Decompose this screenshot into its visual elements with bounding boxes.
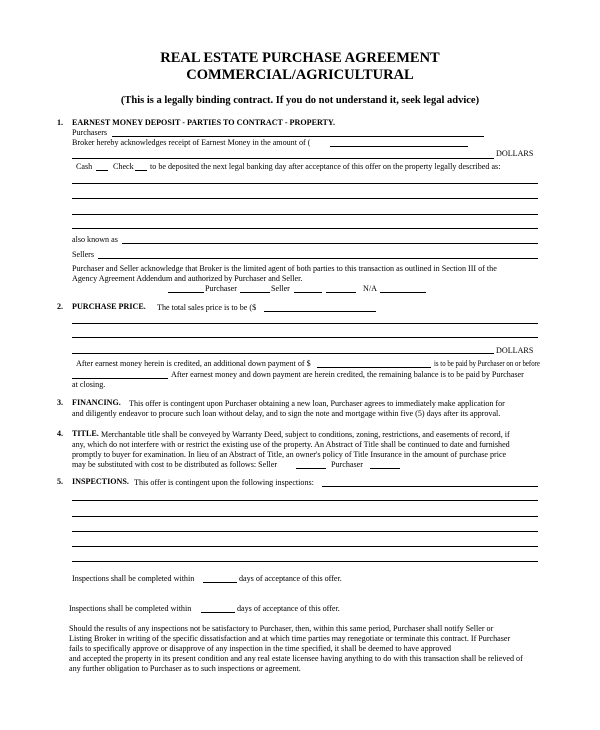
title-text-line4: may be substituted with cost to be distributed as follows: Seller xyxy=(72,460,278,469)
section-heading: INSPECTIONS. xyxy=(72,477,129,486)
at-closing-text: at closing. xyxy=(72,380,106,389)
section-number: 4. xyxy=(57,429,64,438)
initials-seller-label: Seller xyxy=(271,284,290,293)
section-number: 5. xyxy=(57,477,64,486)
seller-cost-field[interactable] xyxy=(296,468,326,469)
inspection-results-line1: Should the results of any inspections not be satisfactory to Purchaser, then, within this same period, Purchaser shall notify Seller or xyxy=(69,624,494,633)
title-text-line2: any, which do not interfere with or restrict the existing use of the property. An Abstract of Title shall be continued to date and furnished xyxy=(72,440,510,449)
remaining-balance-text: After earnest money and down payment are herein credited, the remaining balance is to be paid by Purchaser xyxy=(171,370,524,379)
sales-price-line[interactable] xyxy=(72,323,538,324)
purchaser-cost-field[interactable] xyxy=(370,468,400,469)
check-label: Check xyxy=(113,162,134,171)
purchaser-cost-label: Purchaser xyxy=(331,460,363,469)
completed-within-text: Inspections shall be completed within xyxy=(72,574,195,583)
inspections-line[interactable] xyxy=(72,531,538,532)
initials-field[interactable] xyxy=(168,292,204,293)
legal-description-line[interactable] xyxy=(72,228,538,229)
also-known-field[interactable] xyxy=(122,243,538,244)
agency-text-line2: Agency Agreement Addendum and authorized by Purchaser and Seller. xyxy=(72,274,303,283)
down-payment-date-field[interactable] xyxy=(72,378,168,379)
initials-field[interactable] xyxy=(240,292,270,293)
inspection-days-field[interactable] xyxy=(201,612,235,613)
check-checkbox[interactable] xyxy=(135,170,147,171)
inspection-results-line2: Listing Broker in writing of the specific dissatisfaction and at which time parties may renegotiate or terminate this contract. If Purchaser xyxy=(69,634,511,643)
sales-price-words-field[interactable] xyxy=(72,353,494,354)
section-heading: PURCHASE PRICE. xyxy=(72,302,146,311)
legal-notice: (This is a legally binding contract. If you do not understand it, seek legal advice) xyxy=(120,95,480,106)
inspections-line[interactable] xyxy=(72,516,538,517)
legal-description-line[interactable] xyxy=(72,198,538,199)
purchasers-field[interactable] xyxy=(112,136,484,137)
deposit-text: to be deposited the next legal banking day after acceptance of this offer on the property legally described as: xyxy=(150,162,501,171)
earnest-words-field[interactable] xyxy=(72,158,494,159)
section-heading: TITLE. xyxy=(72,429,99,438)
initials-field[interactable] xyxy=(294,292,322,293)
initials-field[interactable] xyxy=(380,292,426,293)
agency-text-line1: Purchaser and Seller acknowledge that Broker is the limited agent of both parties to this transaction as outlined in Section III of the xyxy=(72,264,497,273)
purchasers-label: Purchasers xyxy=(72,128,108,137)
inspection-results-line5: any further obligation to Purchaser as to such inspections or agreement. xyxy=(69,664,301,673)
initials-purchaser-label: Purchaser xyxy=(205,284,237,293)
sellers-field[interactable] xyxy=(98,258,538,259)
inspections-field[interactable] xyxy=(322,486,538,487)
section-heading: FINANCING. xyxy=(72,398,121,407)
cash-checkbox[interactable] xyxy=(96,170,108,171)
title-text-line3: promptly to buyer for examination. In lieu of an Abstract of Title, an owner's policy of Title Insurance in the amount of purchase price xyxy=(72,450,507,459)
document-subtitle: COMMERCIAL/AGRICULTURAL xyxy=(186,67,414,83)
sales-price-field[interactable] xyxy=(264,311,376,312)
title-text-line1: Merchantable title shall be conveyed by Warranty Deed, subject to conditions, zoning, restrictions, and easements of record, if xyxy=(101,430,510,439)
dollars-label: DOLLARS xyxy=(496,346,534,355)
completed-within-text: Inspections shall be completed within xyxy=(69,604,192,613)
section-number: 2. xyxy=(57,302,64,311)
down-payment-text: After earnest money herein is credited, an additional down payment of $ xyxy=(76,359,311,368)
initials-na-label: N/A xyxy=(363,284,377,293)
section-number: 1. xyxy=(57,118,64,127)
days-acceptance-text: days of acceptance of this offer. xyxy=(239,574,342,583)
financing-text-line1: This offer is contingent upon Purchaser obtaining a new loan, Purchaser agrees to immediately make application for xyxy=(129,399,505,408)
financing-text-line2: and diligently endeavor to procure such loan without delay, and to sign the note and mortgage within five (5) days after its approval. xyxy=(72,409,501,418)
sellers-label: Sellers xyxy=(72,250,95,259)
document-title: REAL ESTATE PURCHASE AGREEMENT xyxy=(160,50,440,66)
earnest-amount-field[interactable] xyxy=(330,146,468,147)
cash-label: Cash xyxy=(76,162,93,171)
legal-description-line[interactable] xyxy=(72,183,538,184)
down-payment-text-b: is to be paid by Purchaser on or before xyxy=(434,359,540,368)
down-payment-field[interactable] xyxy=(317,367,431,368)
sales-price-text: The total sales price is to be ($ xyxy=(157,303,257,312)
inspections-line[interactable] xyxy=(72,561,538,562)
section-heading: EARNEST MONEY DEPOSIT - PARTIES TO CONTRACT - PROPERTY. xyxy=(72,118,336,127)
inspections-line[interactable] xyxy=(72,546,538,547)
inspections-line[interactable] xyxy=(72,500,538,501)
inspections-text: This offer is contingent upon the following inspections: xyxy=(134,478,314,487)
dollars-label: DOLLARS xyxy=(496,149,534,158)
inspection-results-line3: fails to specifically approve or disapprove of any inspection in the time specified, it shall be deemed to have approved xyxy=(69,644,452,653)
broker-receipt-text: Broker hereby acknowledges receipt of Earnest Money in the amount of ( xyxy=(72,138,311,147)
also-known-label: also known as xyxy=(72,235,118,244)
inspection-results-line4: and accepted the property in its present condition and any real estate licensee having anything to do with this transaction shall be relieved of xyxy=(69,654,523,663)
inspection-days-field[interactable] xyxy=(203,582,237,583)
legal-description-line[interactable] xyxy=(72,214,538,215)
section-number: 3. xyxy=(57,398,64,407)
days-acceptance-text: days of acceptance of this offer. xyxy=(237,604,340,613)
sales-price-line[interactable] xyxy=(72,337,538,338)
initials-field[interactable] xyxy=(326,292,356,293)
